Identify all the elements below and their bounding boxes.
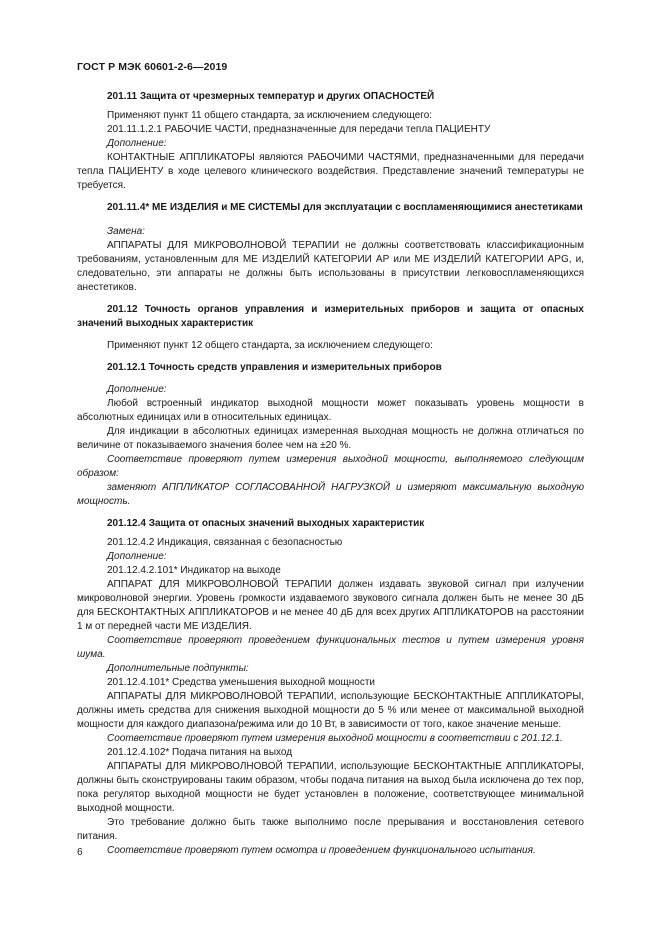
compliance-note: Соответствие проверяют путем осмотра и проведением функционального испытания. <box>107 845 536 856</box>
section-heading: 201.11 Защита от чрезмерных температур и других ОПАСНОСТЕЙ <box>107 91 435 102</box>
subclause-title: 201.12.4.2.101* Индикатор на выходе <box>107 565 281 576</box>
compliance-note: Соответствие проверяют путем измерения выходной мощности в соответствии с 201.12.1. <box>107 733 563 744</box>
paragraph: АППАРАТЫ ДЛЯ МИКРОВОЛНОВОЙ ТЕРАПИИ, использующие БЕСКОНТАКТНЫЕ АППЛИКАТОРЫ, должны иметь средства для снижения выходной мощности до 5 % или менее от максимальной выходной мощности для каждого диапазона/режима или до 10 Вт, в зависимости от того, какое значение меньше. <box>77 691 584 730</box>
paragraph: Применяют пункт 12 общего стандарта, за исключением следующего: <box>107 340 433 351</box>
paragraph: АППАРАТЫ ДЛЯ МИКРОВОЛНОВОЙ ТЕРАПИИ не должны соответствовать классификационным требованиям, установленным для МЕ ИЗДЕЛИЙ КАТЕГОРИИ АР или МЕ ИЗДЕЛИЙ КАТЕГОРИИ APG, и, следовательно, эти аппараты не должны быть использованы в присутствии легковоспламеняющихся анестетиков. <box>77 240 584 293</box>
paragraph: Любой встроенный индикатор выходной мощности может показывать уровень мощности в абсолютных единицах или в относительных единицах. <box>77 398 584 423</box>
subclause-title: 201.12.4.2 Индикация, связанная с безопасностью <box>107 537 343 548</box>
paragraph: АППАРАТЫ ДЛЯ МИКРОВОЛНОВОЙ ТЕРАПИИ, использующие БЕСКОНТАКТНЫЕ АППЛИКАТОРЫ, должны быть сконструированы таким образом, чтобы подача питания на выход была исключена до тех пор, пока регулятор выходной мощности не будет установлен в положение, соответствующее минимальной выходной мощности. <box>77 761 584 814</box>
subclause-title: 201.11.1.2.1 РАБОЧИЕ ЧАСТИ, предназначенные для передачи тепла ПАЦИЕНТУ <box>107 124 491 135</box>
addition-label: Дополнение: <box>107 551 167 562</box>
subclause-title: 201.12.4.102* Подача питания на выход <box>107 747 293 758</box>
paragraph: Для индикации в абсолютных единицах измеренная выходная мощность не должна отличаться по величине от показываемого значения более чем на ±20 %. <box>77 426 584 451</box>
subclause-title: 201.12.4.101* Средства уменьшения выходной мощности <box>107 677 376 688</box>
paragraph: Это требование должно быть также выполнимо после прерывания и восстановления сетевого питания. <box>77 817 584 842</box>
section-heading: 201.12.1 Точность средств управления и измерительных приборов <box>107 362 442 373</box>
paragraph: КОНТАКТНЫЕ АППЛИКАТОРЫ являются РАБОЧИМИ ЧАСТЯМИ, предназначенными для передачи тепла ПАЦИЕНТУ в ходе целевого клинического воздействия. Представление значений температуры не требуется. <box>77 152 584 191</box>
section-heading: 201.11.4* МЕ ИЗДЕЛИЯ и МЕ СИСТЕМЫ для эксплуатации с воспламеняющимися анестетиками <box>107 202 583 213</box>
paragraph: АППАРАТ ДЛЯ МИКРОВОЛНОВОЙ ТЕРАПИИ должен издавать звуковой сигнал при излучении микроволновой энергии. Уровень громкости издаваемого звукового сигнала должен быть не менее 30 дБ для БЕСКОНТАКТНЫХ АППЛИКАТОРОВ и не менее 40 дБ для всех других АППЛИКАТОРОВ на расстоянии 1 м от передней части МЕ ИЗДЕЛИЯ. <box>77 579 584 632</box>
section-heading: 201.12.4 Защита от опасных значений выходных характеристик <box>107 518 425 529</box>
compliance-note: Соответствие проверяют путем измерения выходной мощности, выполняемого следующим образом: <box>77 454 584 479</box>
compliance-note: заменяют АППЛИКАТОР СОГЛАСОВАННОЙ НАГРУЗКОЙ и измеряют максимальную выходную мощность. <box>77 482 584 507</box>
addition-label: Дополнение: <box>107 384 167 395</box>
paragraph: Применяют пункт 11 общего стандарта, за исключением следующего: <box>107 110 433 121</box>
compliance-note: Соответствие проверяют проведением функциональных тестов и путем измерения уровня шума. <box>77 635 584 660</box>
addition-label: Дополнение: <box>107 138 167 149</box>
replacement-label: Замена: <box>107 226 145 237</box>
document-body <box>77 90 584 858</box>
additional-subclauses-label: Дополнительные подпункты: <box>107 663 249 674</box>
document-header: ГОСТ Р МЭК 60601-2-6—2019 <box>77 61 228 73</box>
section-heading: 201.12 Точность органов управления и измерительных приборов и защита от опасных значений выходных характеристик <box>77 304 584 329</box>
page-number: 6 <box>77 847 83 858</box>
